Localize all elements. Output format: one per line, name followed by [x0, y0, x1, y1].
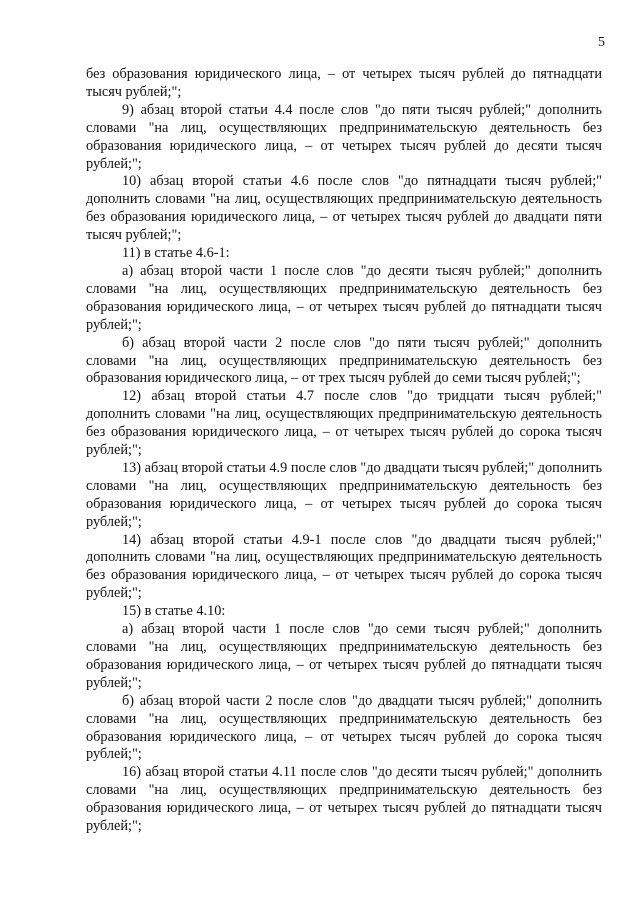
- paragraph-item-11: 11) в статье 4.6-1:: [122, 245, 230, 262]
- paragraph-item-11b: б) абзац второй части 2 после слов "до пяти тысяч рублей;" дополнить словами "на лиц, осуществляющих предпринимательскую деятельность без образования юридического лица, – от трех тысяч рублей до семи тысяч рублей;";: [86, 334, 602, 387]
- paragraph-item-16: 16) абзац второй статьи 4.11 после слов "до десяти тысяч рублей;" дополнить словами "на лиц, осуществляющих предпринимательскую деятельность без образования юридического лица, – от четырех тысяч рублей до пятнадцати тысяч рублей;";: [86, 764, 602, 835]
- paragraph-item-14: 14) абзац второй статьи 4.9-1 после слов "до двадцати тысяч рублей;" дополнить словами "на лиц, осуществляющих предпринимательскую деятельность без образования юридического лица, – от четырех тысяч рублей до сорока тысяч рублей;";: [86, 531, 602, 602]
- paragraph-item-15b: б) абзац второй части 2 после слов "до двадцати тысяч рублей;" дополнить словами "на лиц, осуществляющих предпринимательскую деятельность без образования юридического лица, – от четырех тысяч рублей до сорока тысяч рублей;";: [86, 692, 602, 763]
- paragraph-continuation: без образования юридического лица, – от четырех тысяч рублей до пятнадцати тысяч рублей;";: [86, 66, 602, 100]
- paragraph-item-13: 13) абзац второй статьи 4.9 после слов "до двадцати тысяч рублей;" дополнить словами "на лиц, осуществляющих предпринимательскую деятельность без образования юридического лица, – от четырех тысяч рублей до сорока тысяч рублей;";: [86, 459, 602, 530]
- paragraph-item-10: 10) абзац второй статьи 4.6 после слов "до пятнадцати тысяч рублей;" дополнить словами "на лиц, осуществляющих предпринимательскую деятельность без образования юридического лица, – от четырех тысяч рублей до двадцати пяти тысяч рублей;";: [86, 173, 602, 244]
- paragraph-item-15a: а) абзац второй части 1 после слов "до семи тысяч рублей;" дополнить словами "на лиц, осуществляющих предпринимательскую деятельность без образования юридического лица, – от четырех тысяч рублей до пятнадцати тысяч рублей;";: [86, 621, 602, 691]
- paragraph-item-11a: а) абзац второй части 1 после слов "до десяти тысяч рублей;" дополнить словами "на лиц, осуществляющих предпринимательскую деятельность без образования юридического лица, – от четырех тысяч рублей до пятнадцати тысяч рублей;";: [86, 262, 602, 333]
- page-number: 5: [598, 35, 605, 50]
- paragraph-item-9: 9) абзац второй статьи 4.4 после слов "до пяти тысяч рублей;" дополнить словами "на лиц, осуществляющих предпринимательскую деятельность без образования юридического лица, – от четырех тысяч рублей до десяти тысяч рублей;";: [86, 101, 602, 172]
- paragraph-item-15: 15) в статье 4.10:: [122, 603, 226, 620]
- paragraph-item-12: 12) абзац второй статьи 4.7 после слов "до тридцати тысяч рублей;" дополнить словами "на лиц, осуществляющих предпринимательскую деятельность без образования юридического лица, – от четырех тысяч рублей до сорока тысяч рублей;";: [86, 388, 602, 459]
- document-body: [86, 66, 602, 836]
